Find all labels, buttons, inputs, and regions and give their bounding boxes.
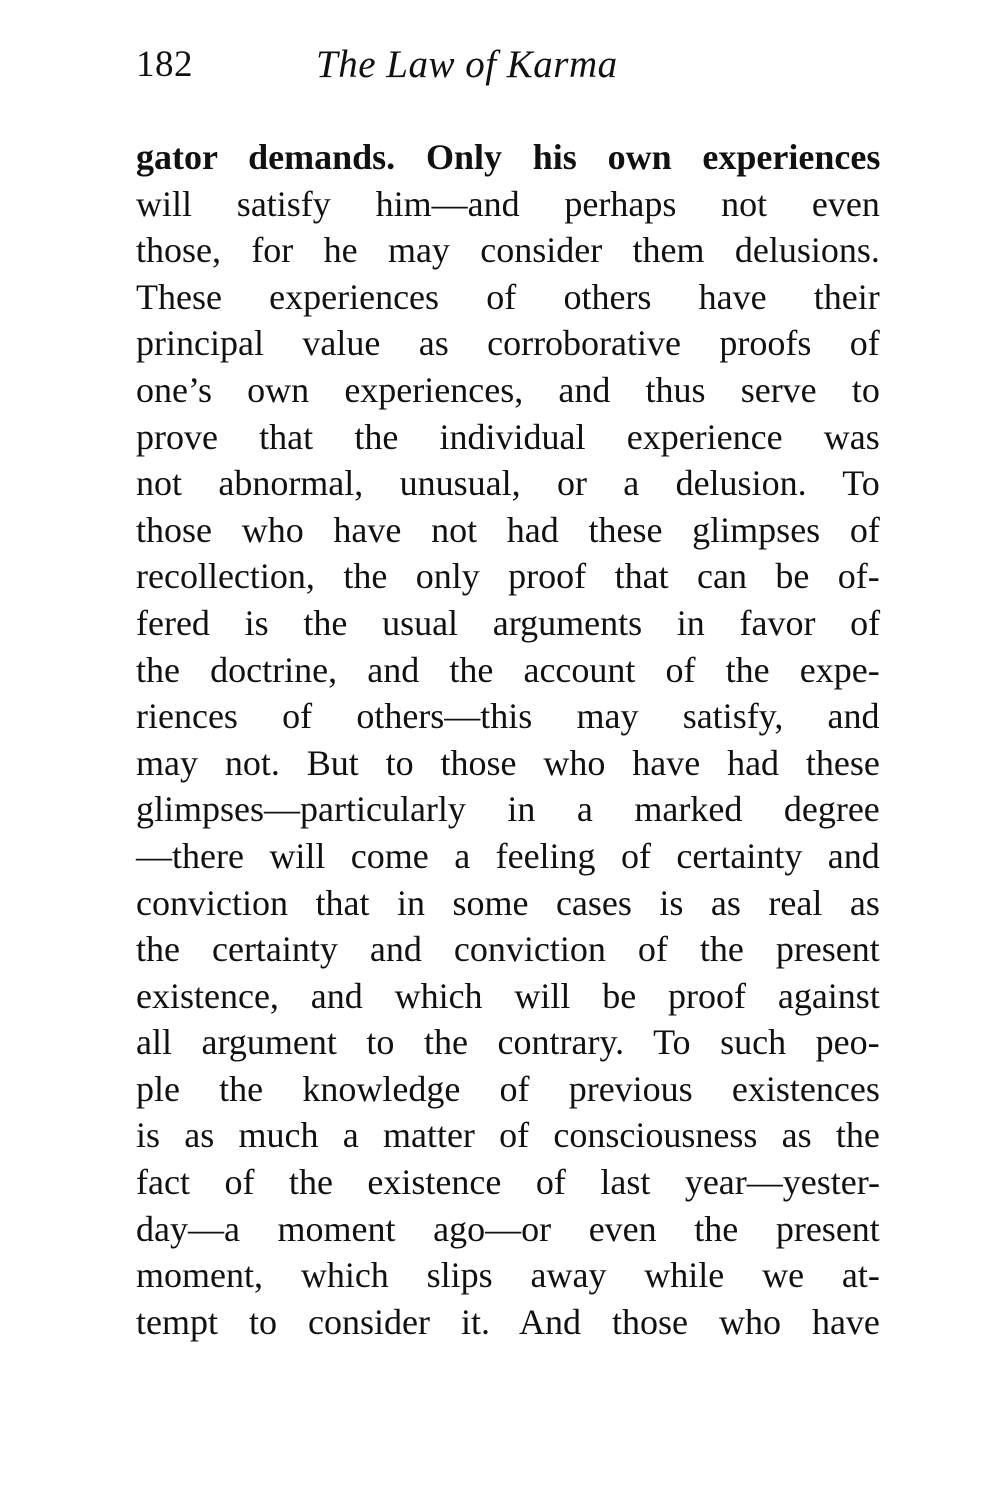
running-title: The Law of Karma	[316, 43, 618, 86]
body-text	[136, 134, 880, 1345]
text-line: riences of others—this may satisfy, and	[136, 696, 880, 737]
text-line: those, for he may consider them delusions.	[136, 230, 880, 271]
text-line: fered is the usual arguments in favor of	[136, 602, 881, 643]
text-line: These experiences of others have their	[136, 276, 880, 317]
text-line: all argument to the contrary. To such peo-	[136, 1022, 880, 1063]
text-line: —there will come a feeling of certainty and	[136, 835, 880, 876]
text-line: will satisfy him—and perhaps not even	[136, 183, 880, 224]
text-line: glimpses—particularly in a marked degree	[136, 789, 880, 830]
text-line: prove that the individual experience was	[136, 416, 880, 457]
text-line: the doctrine, and the account of the expe-	[136, 649, 880, 690]
text-line: tempt to consider it. And those who have	[136, 1301, 880, 1342]
text-line: fact of the existence of last year—yester-	[136, 1162, 880, 1203]
text-line: gator demands. Only his own experiences	[136, 137, 881, 177]
text-line: existence, and which will be proof against	[136, 975, 880, 1016]
text-line: ple the knowledge of previous existences	[136, 1068, 880, 1109]
text-line: may not. But to those who have had these	[136, 742, 880, 783]
text-line: moment, which slips away while we at-	[136, 1255, 880, 1296]
text-line: not abnormal, unusual, or a delusion. To	[136, 463, 880, 504]
page-number: 182	[136, 44, 193, 85]
text-line: day—a moment ago—or even the present	[136, 1208, 880, 1249]
text-line: principal value as corroborative proofs of	[136, 323, 880, 364]
text-line: one’s own experiences, and thus serve to	[136, 369, 880, 410]
text-line: recollection, the only proof that can be of-	[136, 556, 880, 597]
text-line: the certainty and conviction of the present	[136, 929, 880, 970]
text-line: is as much a matter of consciousness as the	[136, 1115, 880, 1156]
running-head	[136, 40, 880, 90]
text-line: conviction that in some cases is as real as	[136, 882, 880, 923]
text-line: those who have not had these glimpses of	[136, 509, 880, 550]
